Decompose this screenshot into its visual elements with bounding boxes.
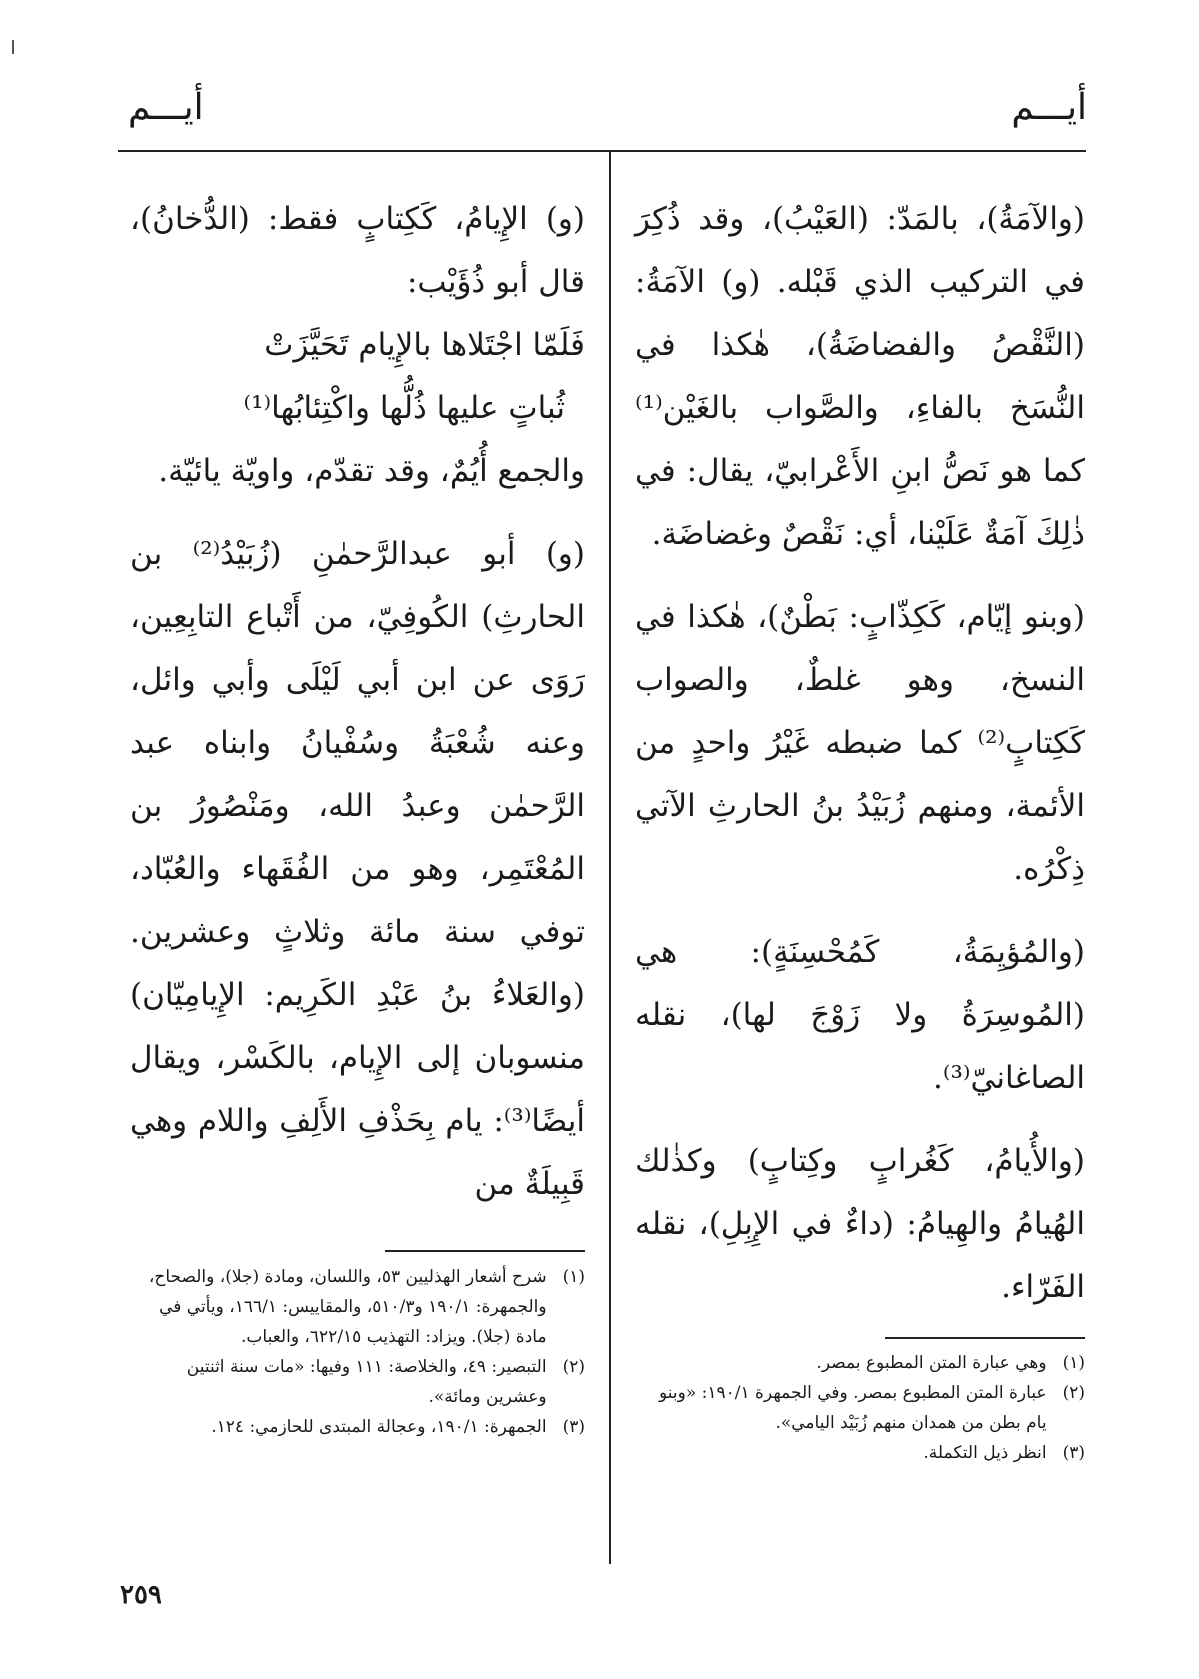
footnote-number: (٣) bbox=[562, 1417, 585, 1437]
footnote bbox=[130, 1262, 585, 1352]
entry-paragraph: (والمُؤيِمَةُ، كَمُحْسِنَةٍ): هي (المُوسِرَةُ ولا زَوْجَ لها)، نقله الصاغانيّ⁽³⁾. bbox=[635, 934, 1085, 1096]
footnote-number: (٢) bbox=[1062, 1383, 1085, 1403]
right-column bbox=[635, 188, 1085, 1319]
footnote bbox=[130, 1412, 585, 1442]
footnote bbox=[640, 1438, 1085, 1468]
running-header-right: أيـــم bbox=[1011, 87, 1087, 128]
entry-paragraph: (وبنو إيّام، كَكِذّابٍ: بَطْنٌ)، هٰكذا في النسخ، وهو غلطٌ، والصواب كَكِتابٍ⁽²⁾ كما ضبطه غَيْرُ واحدٍ من الأئمة، ومنهم زُبَيْدُ بنُ الحارثِ الآتي ذِكْرُه. bbox=[635, 599, 1085, 887]
footnote-text: شرح أشعار الهذليين ٥٣، واللسان، ومادة (جلا)، والصحاح، والجمهرة: ١٩٠/١ و٥١٠/٣، والمقاييس: ١٦٦/١، ويأتي في مادة (جلا). ويزاد: التهذيب ٦٢٢/١٥، والعباب. bbox=[148, 1267, 547, 1347]
footnote bbox=[640, 1348, 1085, 1378]
column-divider bbox=[609, 152, 611, 1564]
running-header-left: أيـــم bbox=[128, 87, 204, 128]
footnote bbox=[130, 1352, 585, 1412]
entry-paragraph: (والآمَةُ)، بالمَدّ: (العَيْبُ)، وقد ذُكِرَ في التركيب الذي قَبْله. (و) الآمَةُ: (النَّقْصُ والفضاضَةُ)، هٰكذا في النُّسَخ بالفاءِ، والصَّواب بالغَيْن⁽¹⁾ كما هو نَصُّ ابنِ الأَعْرابيّ، يقال: في ذٰلِكَ آمَةٌ عَلَيْنا، أي: نَقْصٌ وغضاضَة. bbox=[635, 201, 1085, 552]
footnote-rule bbox=[885, 1337, 1085, 1339]
header-rule bbox=[118, 150, 1086, 152]
footnote-text: وهي عبارة المتن المطبوع بمصر. bbox=[816, 1353, 1047, 1373]
footnote bbox=[640, 1378, 1085, 1438]
footnotes-right bbox=[640, 1348, 1085, 1468]
page-number: ٢٥٩ bbox=[120, 1580, 162, 1610]
entry-paragraph: (والأُيامُ، كَغُرابٍ وكِتابٍ) وكذٰلك الهُيامُ والهِيامُ: (داءٌ في الإِبِلِ)، نقله الفَرّاء. bbox=[635, 1143, 1085, 1305]
poem-verse-line: ثُباتٍ عليها ذُلُّها واكْتِئابُها⁽¹⁾ bbox=[243, 390, 565, 426]
footnote-text: انظر ذيل التكملة. bbox=[923, 1443, 1047, 1463]
footnote-number: (١) bbox=[1062, 1353, 1085, 1373]
footnote-number: (١) bbox=[562, 1267, 585, 1287]
footnote-rule bbox=[385, 1250, 585, 1252]
entry-paragraph: (و) الإِيامُ، كَكِتابٍ فقط: (الدُّخانُ)، قال أبو ذُؤَيْب: bbox=[130, 201, 585, 300]
poem-verse-line: فَلَمّا اجْتَلاها بالإِيام تَحَيَّزَتْ bbox=[264, 327, 585, 363]
footnote-number: (٢) bbox=[562, 1357, 585, 1377]
footnote-text: التبصير: ٤٩، والخلاصة: ١١١ وفيها: «مات سنة اثنتين وعشرين ومائة». bbox=[186, 1357, 547, 1407]
footnote-text: الجمهرة: ١٩٠/١، وعجالة المبتدى للحازمي: ١٢٤. bbox=[211, 1417, 547, 1437]
footnotes-left bbox=[130, 1262, 585, 1442]
entry-paragraph: والجمع أُيُمٌ، وقد تقدّم، واويّة يائيّة. bbox=[158, 453, 585, 489]
footnote-text: عبارة المتن المطبوع بمصر. وفي الجمهرة ١٩٠/١: «وبنو يام بطن من همدان منهم زُبَيْد اليامي». bbox=[658, 1383, 1047, 1433]
footnote-number: (٣) bbox=[1062, 1443, 1085, 1463]
scan-edge-mark bbox=[12, 40, 14, 54]
entry-paragraph: (و) أبو عبدالرَّحمٰنِ (زُبَيْدُ⁽²⁾ بن الحارثِ) الكُوفِيّ، من أَتْباع التابِعِين، رَوَى عن ابن أبي لَيْلَى وأبي وائل، وعنه شُعْبَةُ وسُفْيانُ وابناه عبد الرَّحمٰن وعبدُ الله، ومَنْصُورُ بن المُعْتَمِر، وهو من الفُقَهاء والعُبّاد، توفي سنة مائة وثلاثٍ وعشرين. (والعَلاءُ بنُ عَبْدِ الكَرِيم: الإِيامِيّان) منسوبان إلى الإِيام، بالكَسْر، ويقال أيضًا⁽³⁾: يام بِحَذْفِ الأَلِفِ واللام وهي قَبِيلَةٌ من bbox=[130, 536, 585, 1202]
left-column bbox=[130, 188, 585, 1216]
